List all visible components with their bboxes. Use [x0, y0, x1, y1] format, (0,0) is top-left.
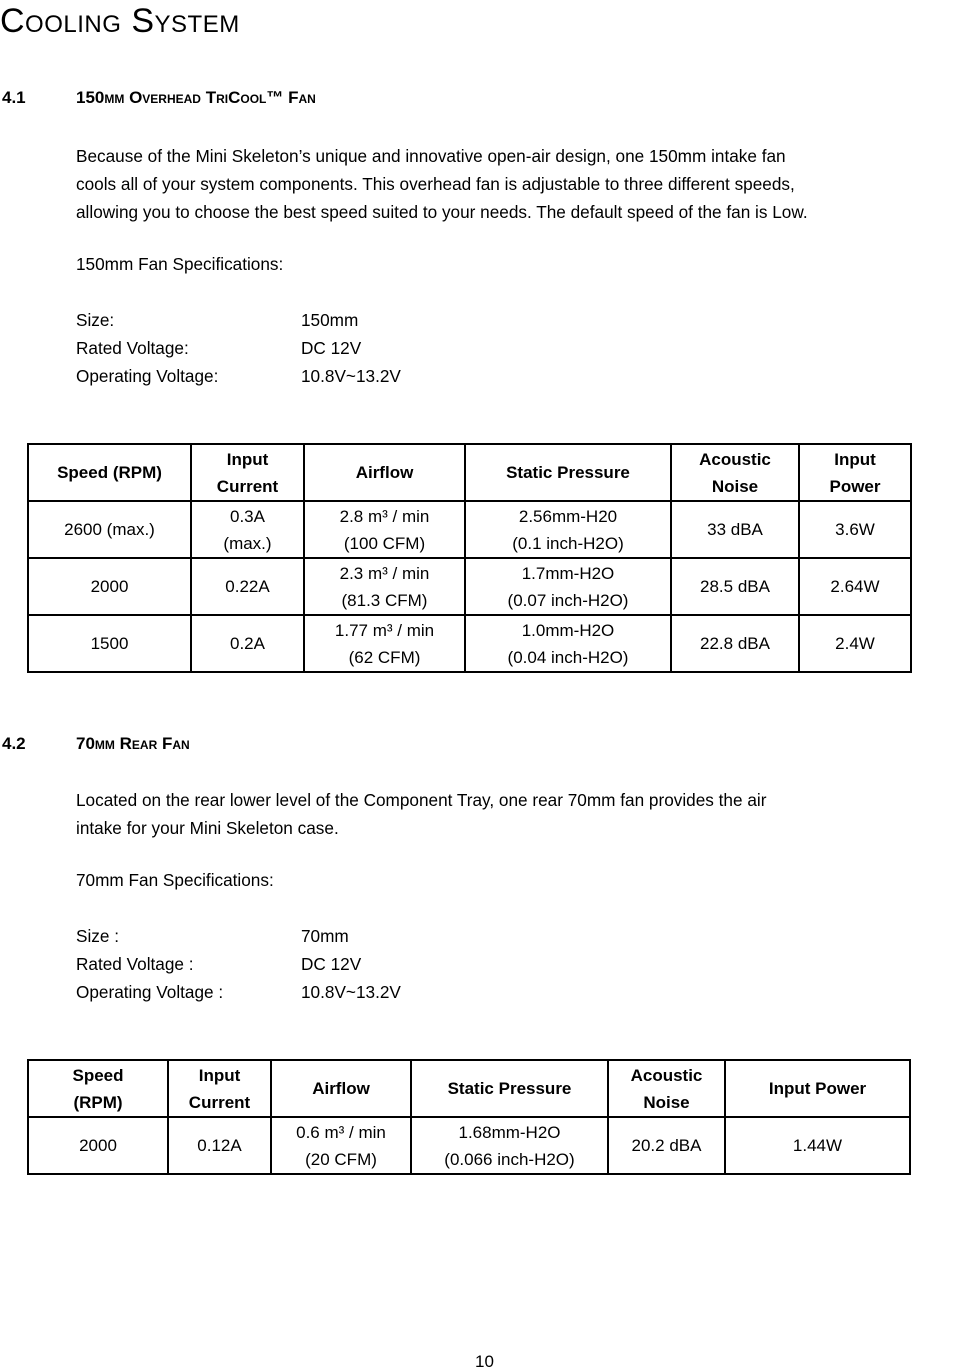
column-header: [799, 444, 911, 501]
cell-text: 2.4W: [835, 634, 875, 653]
cell-text: 3.6W: [835, 520, 875, 539]
cell-text: 1.7mm-H2O: [521, 563, 615, 583]
column-header: [271, 1060, 411, 1117]
cell-text: Acoustic: [699, 449, 771, 469]
column-header: [608, 1060, 725, 1117]
cell-text: 28.5 dBA: [700, 577, 770, 596]
table-cell: [465, 615, 671, 672]
table-header-row: [28, 1060, 910, 1117]
paragraph-line: intake for your Mini Skeleton case.: [76, 818, 339, 838]
table-cell: [28, 501, 191, 558]
spec-value: DC 12V: [301, 338, 362, 358]
table-cell: [304, 558, 465, 615]
table-cell: [28, 1117, 168, 1174]
spec-label: Rated Voltage:: [76, 338, 189, 358]
table-cell: [799, 501, 911, 558]
cell-text: 2.64W: [830, 577, 880, 596]
table-cell: [191, 501, 304, 558]
column-header: [28, 1060, 168, 1117]
fan-70mm-spec-table: [27, 1059, 911, 1175]
cell-text: Airflow: [312, 1079, 370, 1098]
section-1-title: 150mm Overhead TriCool™ Fan: [76, 88, 316, 107]
spec-value: 10.8V~13.2V: [301, 982, 401, 1002]
section-2-title: 70mm Rear Fan: [76, 734, 190, 753]
table-cell: [28, 558, 191, 615]
table-cell: [465, 501, 671, 558]
cell-text: 33 dBA: [707, 520, 763, 539]
cell-text: 2000: [90, 577, 129, 596]
table-row: [28, 501, 911, 558]
table-cell: [304, 501, 465, 558]
cell-text: (0.066 inch-H2O): [444, 1149, 575, 1169]
paragraph-line: allowing you to choose the best speed suited to your needs. The default speed of the fan is Low.: [76, 202, 808, 222]
cell-text: 1.44W: [792, 1136, 843, 1155]
cell-text: (100 CFM): [343, 533, 426, 553]
cell-text: 0.22A: [225, 577, 270, 596]
cell-text: Input: [834, 449, 876, 469]
table-cell: [411, 1117, 608, 1174]
spec-value: DC 12V: [301, 954, 362, 974]
cell-text: (0.07 inch-H2O): [507, 590, 629, 610]
cell-text: 2600 (max.): [64, 520, 155, 539]
table-cell: [725, 1117, 910, 1174]
column-header: [725, 1060, 910, 1117]
cell-text: Input: [226, 449, 269, 469]
table-cell: [671, 615, 799, 672]
cell-text: 0.2A: [230, 634, 265, 653]
spec-label: Size:: [76, 310, 115, 330]
table-cell: [799, 558, 911, 615]
cell-text: 1500: [90, 634, 129, 653]
cell-text: Noise: [711, 476, 759, 496]
column-header: [191, 444, 304, 501]
cell-text: 20.2 dBA: [631, 1136, 702, 1155]
cell-text: Speed (RPM): [57, 463, 162, 482]
paragraph-line: cools all of your system components. This overhead fan is adjustable to three different speeds,: [76, 174, 795, 194]
section-2-number: 4.2: [2, 734, 26, 753]
cell-text: (81.3 CFM): [341, 590, 428, 610]
column-header: [671, 444, 799, 501]
cell-text: Power: [829, 476, 881, 496]
table-cell: [191, 615, 304, 672]
spec-label: Operating Voltage :: [76, 982, 224, 1002]
cell-text: 2000: [79, 1136, 117, 1155]
table-row: [28, 615, 911, 672]
section-1-paragraph: [76, 142, 966, 226]
column-header: [28, 444, 191, 501]
cell-text: (62 CFM): [348, 647, 421, 667]
cell-text: (RPM): [73, 1092, 123, 1112]
table-cell: [271, 1117, 411, 1174]
table-cell: [608, 1117, 725, 1174]
cell-text: Static Pressure: [506, 463, 630, 482]
cell-text: Current: [188, 1092, 251, 1112]
table-cell: [799, 615, 911, 672]
paragraph-line: Located on the rear lower level of the Component Tray, one rear 70mm fan provides the air: [76, 790, 767, 810]
spec-value: 10.8V~13.2V: [301, 366, 401, 386]
cell-text: (20 CFM): [305, 1149, 377, 1169]
page-number: 10: [475, 1352, 494, 1371]
cell-text: Static Pressure: [447, 1079, 572, 1098]
column-header: [465, 444, 671, 501]
cell-text: 22.8 dBA: [700, 634, 770, 653]
cell-text: 2.56mm-H20: [518, 506, 618, 526]
cell-text: Noise: [643, 1092, 690, 1112]
cell-text: Input Power: [768, 1079, 867, 1098]
paragraph-line: Because of the Mini Skeleton’s unique and innovative open-air design, one 150mm intake fan: [76, 146, 786, 166]
section-2-paragraph: [76, 786, 966, 842]
cell-text: 2.8 m³ / min: [339, 506, 430, 526]
spec-value: 150mm: [301, 310, 359, 330]
table-header-row: [28, 444, 911, 501]
cell-text: 0.3A: [230, 506, 265, 526]
cell-text: Acoustic: [630, 1065, 703, 1085]
table-row: [28, 1117, 910, 1174]
cell-text: 0.6 m³ / min: [296, 1122, 386, 1142]
cell-text: 1.0mm-H2O: [521, 620, 615, 640]
column-header: [411, 1060, 608, 1117]
cell-text: (0.04 inch-H2O): [507, 647, 629, 667]
column-header: [168, 1060, 271, 1117]
column-header: [304, 444, 465, 501]
table-row: [28, 558, 911, 615]
table-cell: [191, 558, 304, 615]
spec-label: Rated Voltage :: [76, 954, 194, 974]
cell-text: (max.): [223, 533, 272, 553]
section-2-spec-heading: 70mm Fan Specifications:: [76, 870, 274, 890]
table-cell: [671, 558, 799, 615]
spec-label: Operating Voltage:: [76, 366, 219, 386]
cell-text: Speed: [72, 1065, 124, 1085]
section-1-number: 4.1: [2, 88, 26, 107]
spec-value: 70mm: [301, 926, 349, 946]
cell-text: Input: [198, 1065, 241, 1085]
cell-text: 1.68mm-H2O: [458, 1122, 561, 1142]
table-cell: [28, 615, 191, 672]
table-cell: [671, 501, 799, 558]
cell-text: 1.77 m³ / min: [334, 620, 435, 640]
spec-label: Size :: [76, 926, 119, 946]
table-cell: [304, 615, 465, 672]
cell-text: 2.3 m³ / min: [339, 563, 430, 583]
cell-text: Current: [216, 476, 279, 496]
table-cell: [168, 1117, 271, 1174]
cell-text: 0.12A: [197, 1136, 242, 1155]
table-cell: [465, 558, 671, 615]
cell-text: Airflow: [355, 463, 414, 482]
section-1-spec-heading: 150mm Fan Specifications:: [76, 254, 284, 274]
fan-150mm-spec-table: [27, 443, 912, 673]
cell-text: (0.1 inch-H2O): [512, 533, 624, 553]
page-title: Cooling System: [0, 2, 240, 40]
